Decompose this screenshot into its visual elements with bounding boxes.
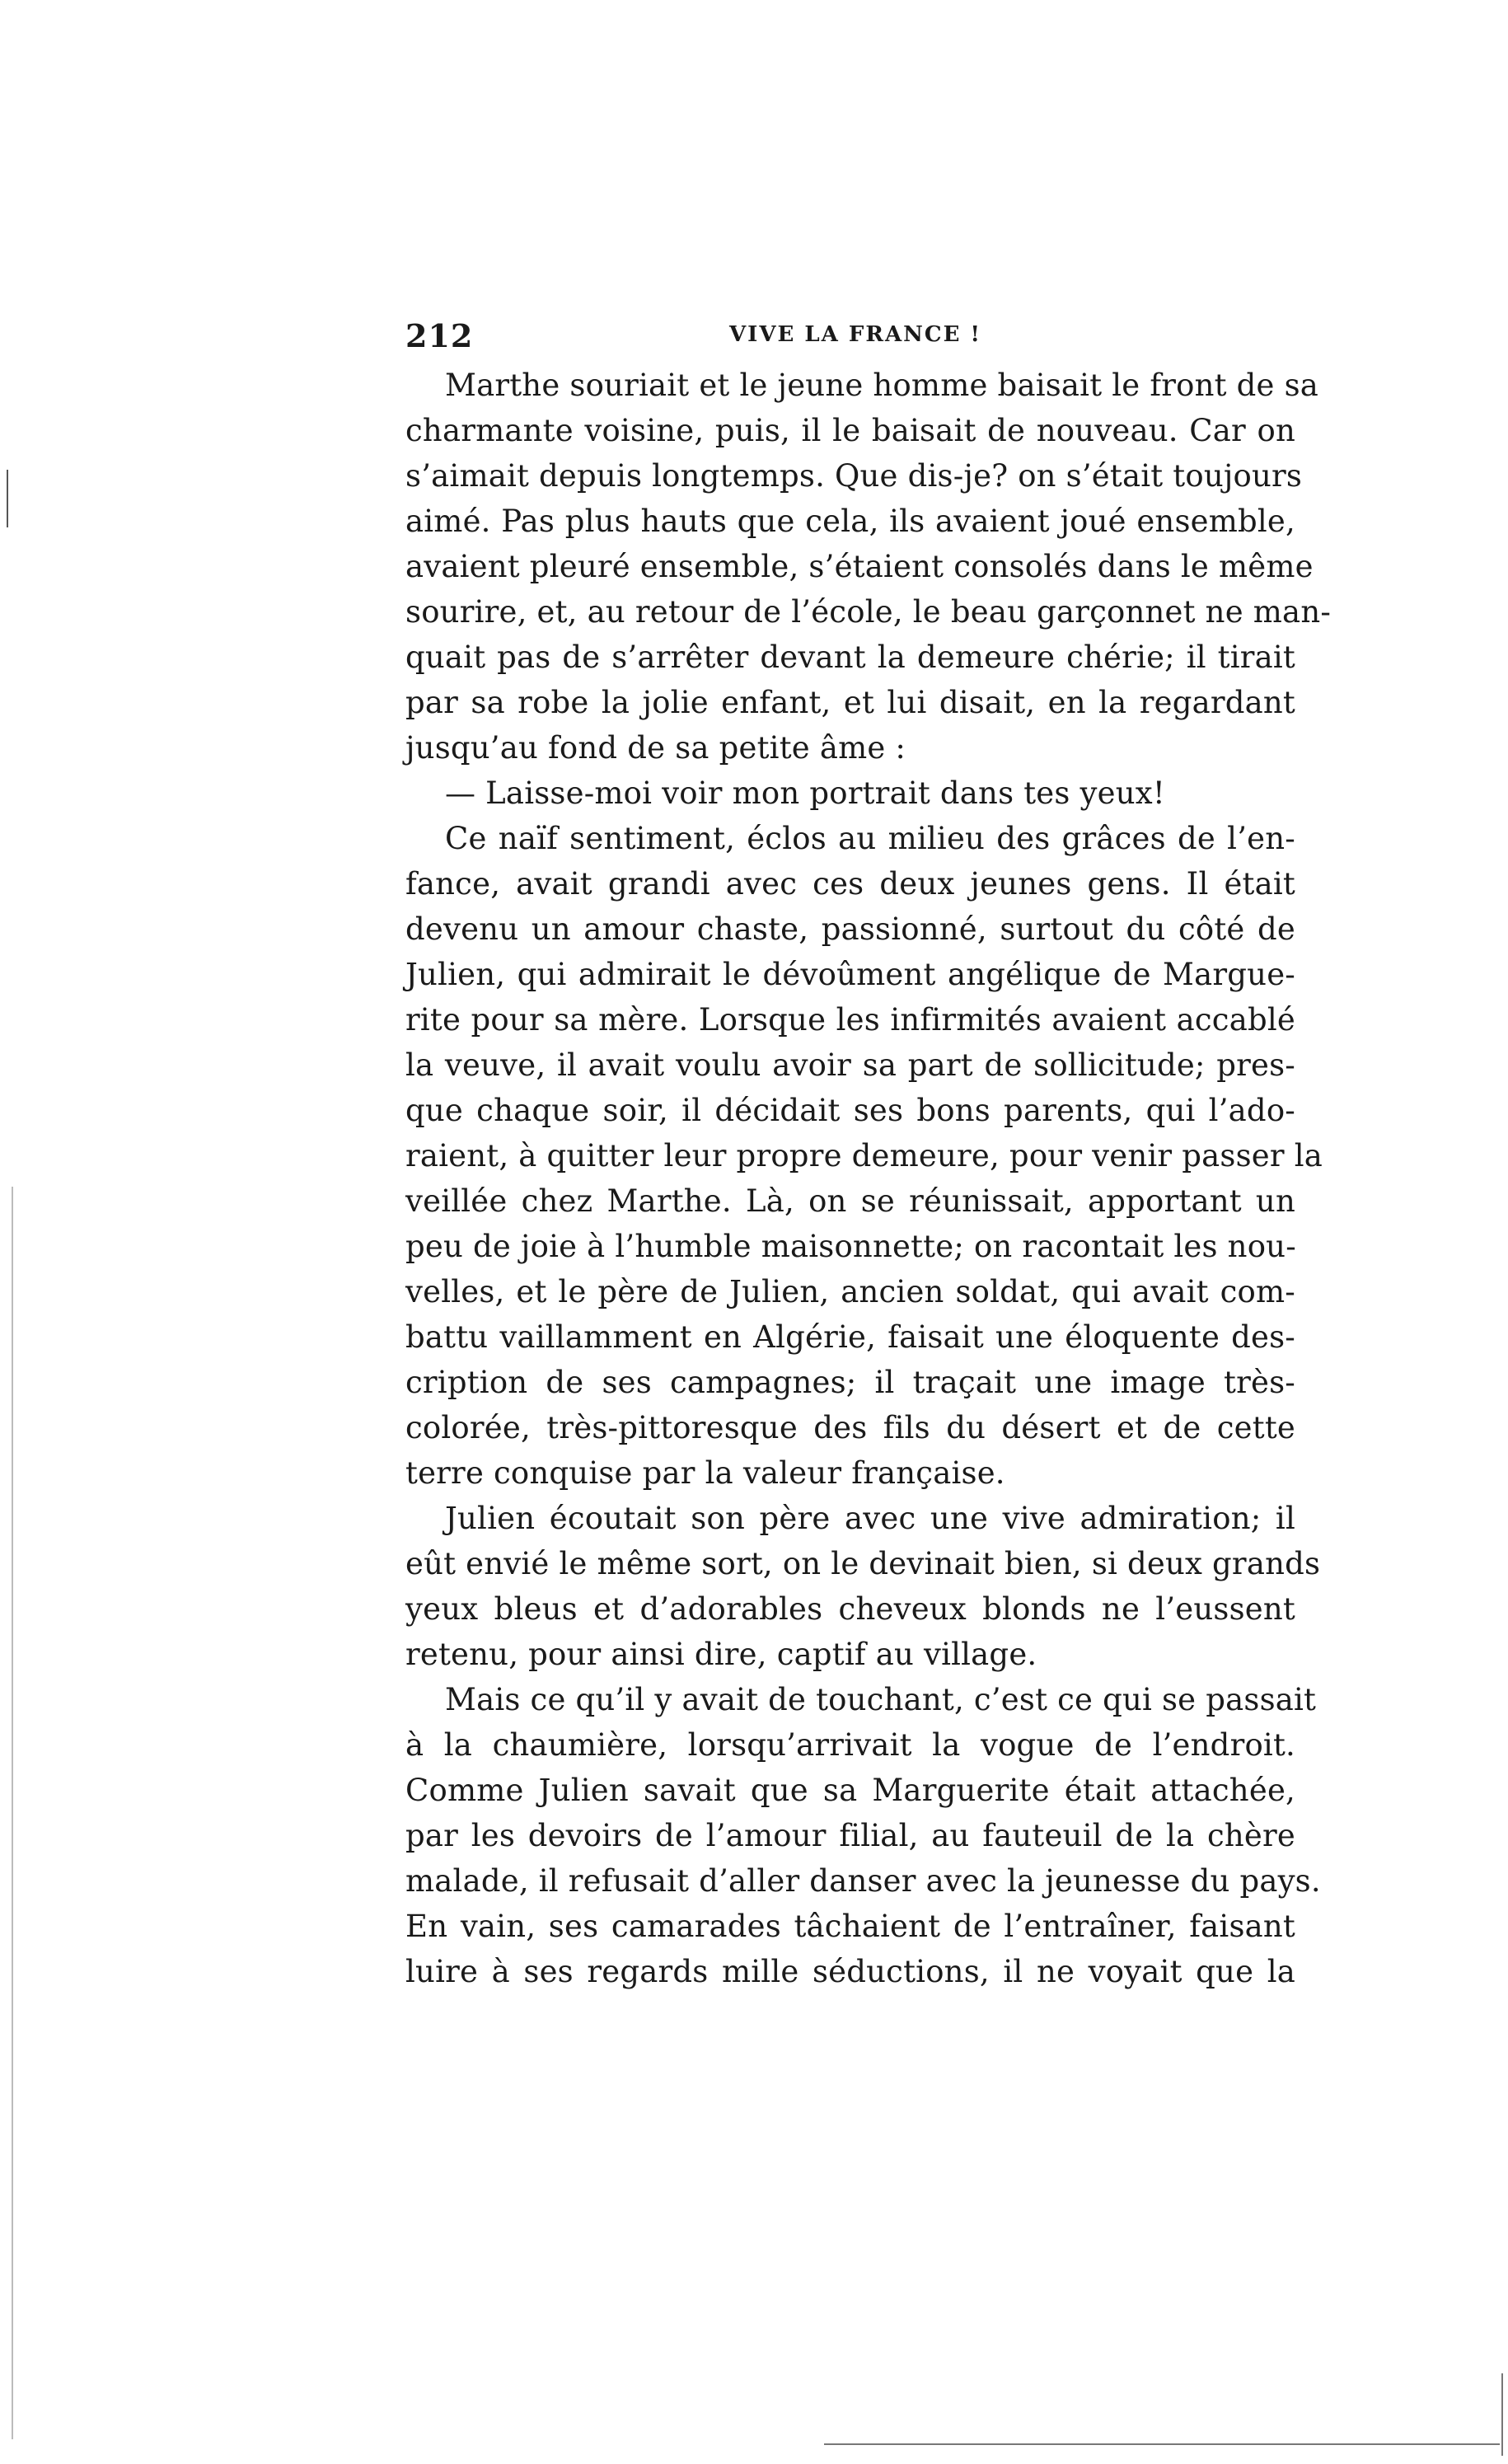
text-line: s’aimait depuis longtemps. Que dis-je? on s’était toujours <box>405 458 1303 494</box>
text-line: eût envié le même sort, on le devinait bien, si deux grands <box>405 1546 1321 1581</box>
text-line: à la chaumière, lorsqu’arrivait la vogue de l’endroit. <box>405 1727 1295 1763</box>
text-line: battu vaillamment en Algérie, faisait une éloquente des- <box>405 1319 1295 1355</box>
text-line: malade, il refusait d’aller danser avec la jeunesse du pays. <box>405 1863 1321 1899</box>
text-line: velles, et le père de Julien, ancien soldat, qui avait com- <box>405 1274 1295 1309</box>
text-line: terre conquise par la valeur française. <box>405 1455 1005 1491</box>
text-line: avaient pleuré ensemble, s’étaient consolés dans le même <box>405 549 1314 584</box>
text-line: devenu un amour chaste, passionné, surtout du côté de <box>405 911 1295 947</box>
scan-edge-mark <box>7 470 8 527</box>
text-line: veillée chez Marthe. Là, on se réunissait, apportant un <box>405 1183 1295 1219</box>
text-line: quait pas de s’arrêter devant la demeure chérie; il tirait <box>405 639 1295 675</box>
text-line: Mais ce qu’il y avait de touchant, c’est ce qui se passait <box>445 1682 1317 1717</box>
text-line: par les devoirs de l’amour filial, au fauteuil de la chère <box>405 1818 1295 1853</box>
text-line: colorée, très-pittoresque des fils du désert et de cette <box>405 1410 1295 1445</box>
text-line: Julien écoutait son père avec une vive admiration; il <box>445 1501 1295 1536</box>
text-line: la veuve, il avait voulu avoir sa part de sollicitude; pres- <box>405 1047 1295 1083</box>
text-line: Ce naïf sentiment, éclos au milieu des grâces de l’en- <box>445 821 1295 856</box>
text-line: raient, à quitter leur propre demeure, pour venir passer la <box>405 1138 1323 1173</box>
text-line: peu de joie à l’humble maisonnette; on racontait les nou- <box>405 1229 1296 1264</box>
text-line: charmante voisine, puis, il le baisait de nouveau. Car on <box>405 413 1295 448</box>
text-line: En vain, ses camarades tâchaient de l’entraîner, faisant <box>405 1909 1295 1944</box>
text-line: jusqu’au fond de sa petite âme : <box>405 730 906 766</box>
text-line: Marthe souriait et le jeune homme baisait le front de sa <box>445 368 1319 403</box>
text-line: cription de ses campagnes; il traçait une image très- <box>405 1365 1295 1400</box>
text-line: sourire, et, au retour de l’école, le beau garçonnet ne man- <box>405 594 1332 630</box>
body-text <box>405 363 1332 1994</box>
running-title: VIVE LA FRANCE ! <box>729 322 981 347</box>
text-line: rite pour sa mère. Lorsque les infirmités avaient accablé <box>405 1002 1295 1038</box>
text-line: yeux bleus et d’adorables cheveux blonds ne l’eussent <box>405 1591 1295 1627</box>
text-line: par sa robe la jolie enfant, et lui disait, en la regardant <box>405 685 1295 720</box>
text-line: Comme Julien savait que sa Marguerite était attachée, <box>405 1773 1295 1808</box>
scan-edge-mark <box>1501 2373 1503 2456</box>
page-number: 212 <box>405 317 474 354</box>
text-line: — Laisse-moi voir mon portrait dans tes yeux! <box>445 775 1165 811</box>
text-line: que chaque soir, il décidait ses bons parents, qui l’ado- <box>405 1093 1295 1128</box>
text-line: fance, avait grandi avec ces deux jeunes gens. Il était <box>405 866 1295 902</box>
text-line: aimé. Pas plus hauts que cela, ils avaient joué ensemble, <box>405 504 1295 539</box>
scan-edge-mark <box>824 2443 1500 2445</box>
scan-edge-mark <box>12 1187 13 2439</box>
page-header <box>405 317 1295 358</box>
text-line: luire à ses regards mille séductions, il ne voyait que la <box>405 1954 1295 1989</box>
text-line: retenu, pour ainsi dire, captif au village. <box>405 1637 1037 1672</box>
text-line: Julien, qui admirait le dévoûment angélique de Margue- <box>405 957 1295 992</box>
